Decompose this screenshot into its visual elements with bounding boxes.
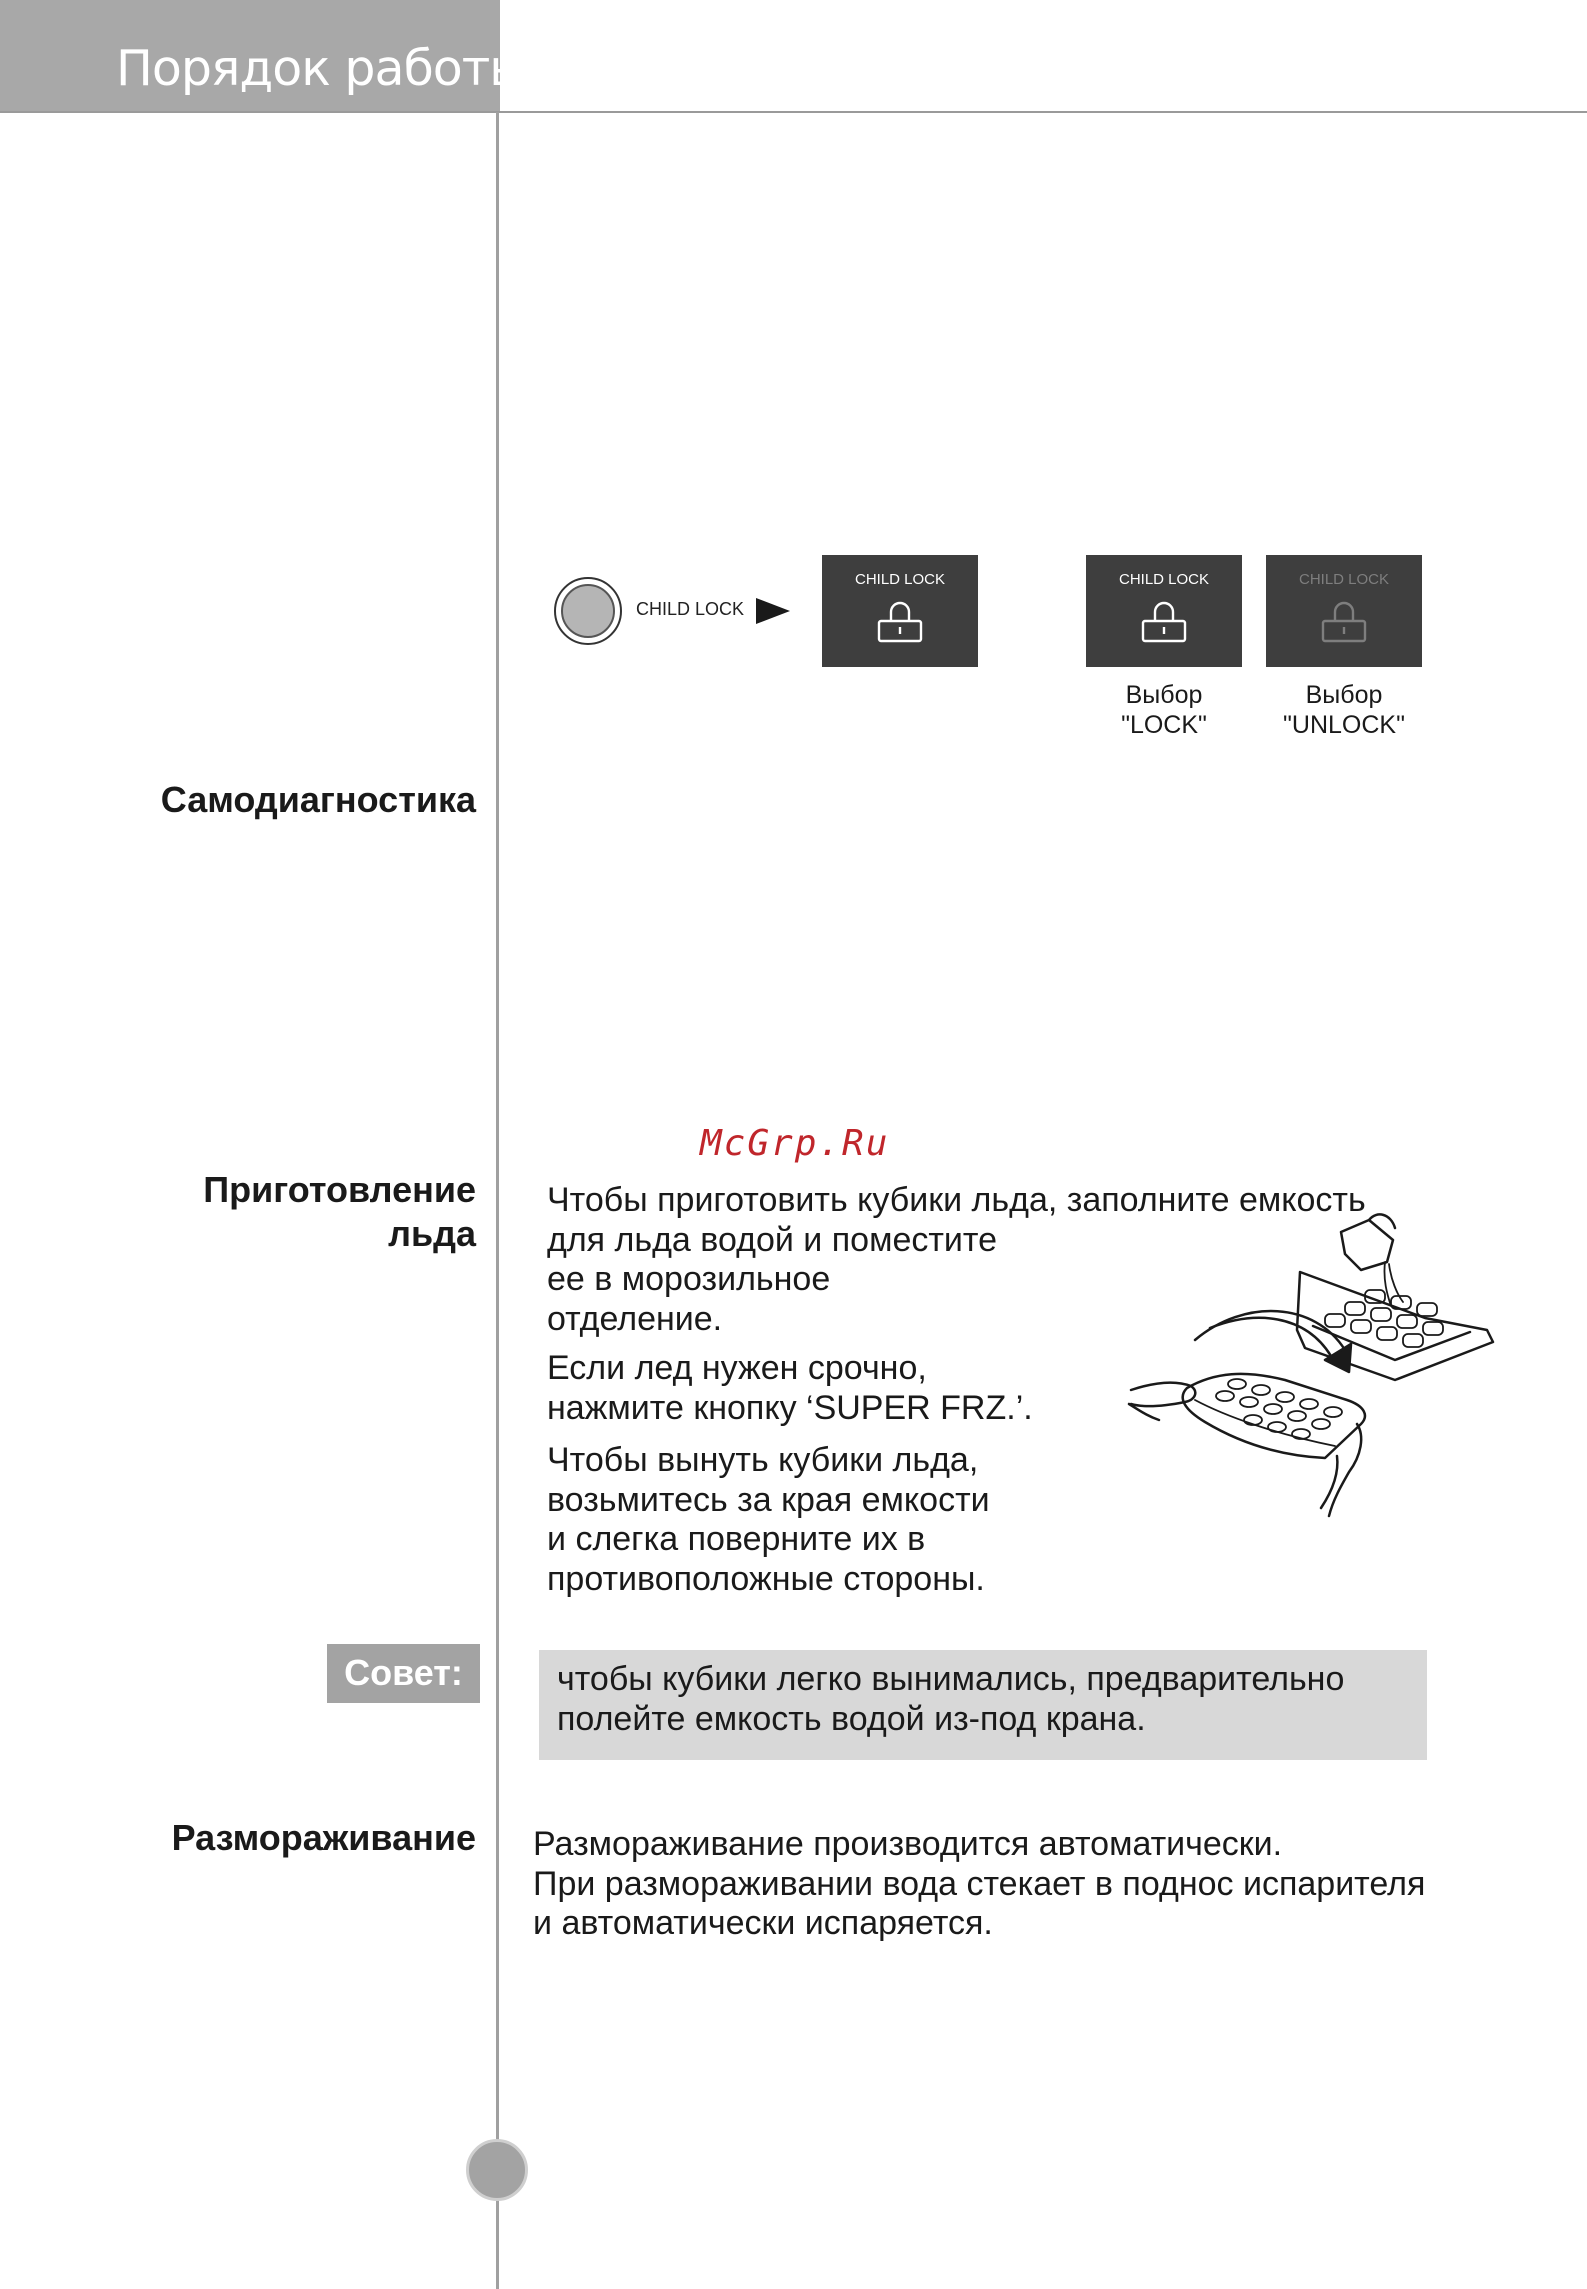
tip-badge: Совет: [327,1644,480,1703]
text-line: и слегка поверните их в [547,1520,926,1558]
defrost-text [533,1825,1425,1944]
text-line: Чтобы приготовить кубики льда, заполните емкость [547,1181,1366,1219]
text-line: полейте емкость водой из-под крана. [557,1699,1146,1738]
child-lock-display-initial [822,555,978,667]
child-lock-button-label: CHILD LOCK [636,599,745,619]
page-title: Порядок работы [116,40,527,97]
text-line: чтобы кубики легко вынимались, предварительно [557,1660,1345,1698]
ice-title-line2: льда [388,1213,476,1254]
child-lock-button-face [561,584,615,638]
section-title-ice [16,1168,476,1256]
arrow-right-icon [756,598,790,624]
child-lock-display-lock [1086,555,1242,667]
ice-tray-illustration [1125,1210,1495,1530]
text-line: Размораживание производится автоматически. [533,1825,1283,1863]
section-title-defrost: Размораживание [171,1817,476,1858]
lock-icon [1141,599,1187,643]
text-line: Чтобы вынуть кубики льда, [547,1441,979,1479]
section-title-self-diagnostics: Самодиагностика [160,779,476,820]
text-line: Если лед нужен срочно, [547,1349,927,1387]
text-line: для льда водой и поместите [547,1220,998,1259]
child-lock-button[interactable] [554,577,622,645]
lock-icon [877,599,923,643]
header-divider [0,111,1587,113]
text-line: ее в морозильное [547,1260,831,1298]
display-label: CHILD LOCK [1298,571,1390,588]
ice-paragraph-3 [547,1441,990,1599]
text-line: При размораживании вода стекает в поднос испарителя [533,1864,1426,1903]
text-line: нажмите кнопку ‘SUPER FRZ.’. [547,1388,1033,1427]
display-label: CHILD LOCK [1118,571,1210,588]
lock-caption [1074,680,1254,740]
lock-caption-line2: "LOCK" [1121,711,1207,739]
lock-icon [1321,599,1367,643]
ice-paragraph-2 [547,1349,1033,1428]
display-label: CHILD LOCK [854,571,946,588]
vertical-divider [496,112,499,2289]
unlock-caption [1254,680,1434,740]
watermark: McGrp.Ru [700,1123,890,1164]
text-line: отделение. [547,1299,723,1338]
text-line: противоположные стороны. [547,1559,985,1598]
unlock-caption-line1: Выбор [1305,681,1383,709]
lock-caption-line1: Выбор [1125,681,1203,709]
ice-title-line1: Приготовление [203,1169,476,1210]
child-lock-display-unlock [1266,555,1422,667]
text-line: возьмитесь за края емкости [547,1480,990,1519]
tip-text [557,1660,1344,1739]
text-line: и автоматически испаряется. [533,1904,993,1942]
unlock-caption-line2: "UNLOCK" [1283,711,1405,739]
page-marker [466,2139,528,2201]
